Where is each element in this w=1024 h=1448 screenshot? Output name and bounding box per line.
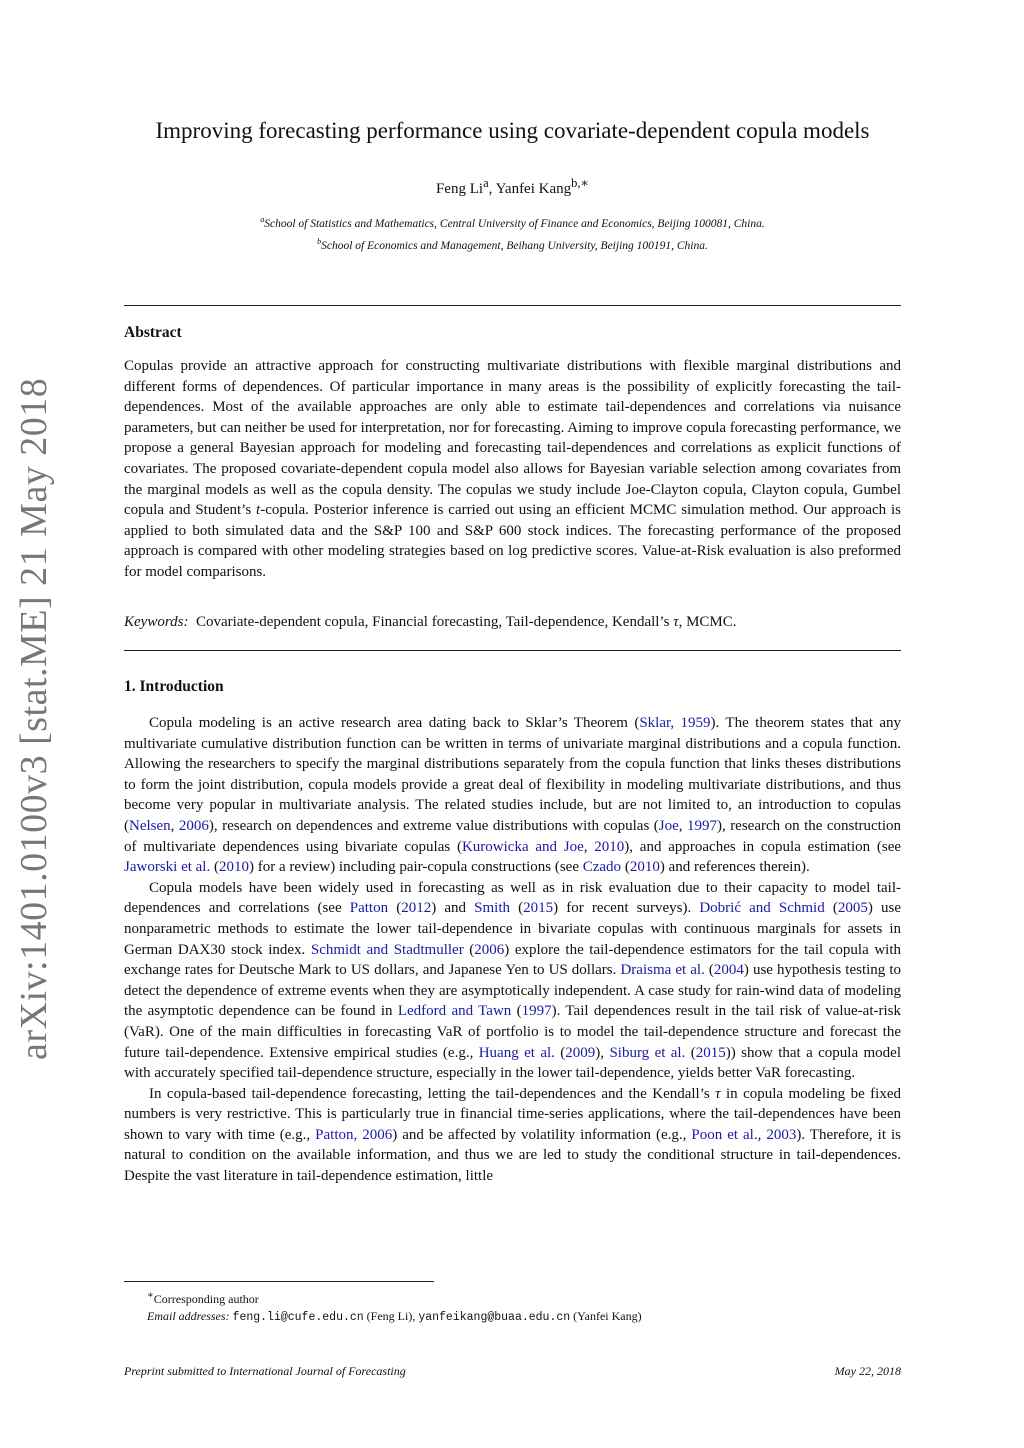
paragraph-text: ), research on dependences and extreme value distributions with copulas ( <box>208 817 659 834</box>
paragraph-text: ( <box>388 900 402 917</box>
paragraph-text: ), <box>595 1044 610 1061</box>
paragraph-text: , <box>678 817 687 834</box>
paragraph-text: ( <box>210 859 219 876</box>
affiliation-mark: b <box>317 236 322 246</box>
paragraph-text: In copula-based tail-dependence forecasting, letting the tail-dependences and the Kendall’s <box>149 1085 716 1102</box>
paragraph-text: ) and be affected by volatility information (e.g., <box>392 1126 692 1143</box>
author-name: Feng Li <box>435 181 484 197</box>
abstract-heading: Abstract <box>124 324 182 341</box>
citation-link[interactable]: 1997 <box>521 1003 552 1020</box>
math-symbol: τ <box>715 1085 721 1102</box>
paragraph-text: , <box>170 817 179 834</box>
citation-link[interactable]: 2015 <box>523 900 554 917</box>
citation-link[interactable]: 2012 <box>401 900 432 917</box>
paragraph-text: Copula models have been widely used in forecasting as well as in risk evaluation due to their capacity to model tail-dependences and correlations (see <box>124 879 901 917</box>
arxiv-identifier: arXiv:1401.0100v3 [stat.ME] 21 May 2018 <box>13 377 55 1060</box>
keywords-text: , MCMC. <box>678 614 737 630</box>
paragraph-text: in copula modeling be fixed numbers is very restrictive. This is particularly true in financial time-series applications, where the tail-dependences have been shown to vary with time (e.g., <box>124 1085 901 1143</box>
author-name: Yanfei Kang <box>495 181 572 197</box>
introduction-body <box>124 713 901 1187</box>
paragraph-text: ( <box>621 859 630 876</box>
citation-link[interactable]: Smith <box>474 900 510 917</box>
paragraph-text: ), and approaches in copula estimation (see <box>624 838 902 855</box>
preprint-date: May 22, 2018 <box>834 1364 901 1378</box>
citation-link[interactable]: Draisma et al. <box>620 962 705 979</box>
paragraph <box>124 713 901 878</box>
paragraph-text: ), research on the construction of multivariate dependences using bivariate copulas ( <box>124 817 902 855</box>
paragraph-text: )) show that a copula model with accurately specified tail-dependence structure, especially in the lower tail-dependence, yields better VaR forecasting. <box>124 1044 901 1082</box>
paragraph-text: ). Therefore, it is natural to condition on the available information, and thus we are led to study the conditional structure in tail-dependences. Despite the vast literature in tail-dependence estimation, little <box>124 1126 901 1185</box>
paragraph-text: ) and references therein). <box>659 859 810 876</box>
email-owner: (Feng Li), <box>363 1309 419 1323</box>
citation-link[interactable]: Ledford and Tawn <box>397 1003 512 1020</box>
paragraph-text: ). Tail dependences result in the tail risk of value-at-risk (VaR). One of the main difficulties in forecasting VaR of portfolio is to model the tail-dependence structure and forecast the future tail-dependence. Extensive empirical studies (e.g., <box>124 1003 902 1061</box>
footnote-text: Corresponding author <box>153 1292 259 1306</box>
citation-link[interactable]: Jaworski et al. <box>124 859 211 876</box>
email-owner: (Yanfei Kang) <box>570 1309 642 1323</box>
citation-link[interactable]: Patton <box>349 900 389 917</box>
abstract-part: Copulas provide an attractive approach for constructing multivariate distributions with flexible marginal distributions and different forms of dependences. Of particular importance in many areas is the possibility of explicitly forecasting the tail-dependences. Most of the available approaches are only able to estimate tail-dependences and correlations via nuisance parameters, but can neither be used for interpretation, nor for forecasting. Aiming to improve copula forecasting performance, we propose a general Bayesian approach for modeling and forecasting tail-dependences and correlations as explicit functions of covariates. The proposed covariate-dependent copula model also allows for Bayesian variable selection among covariates from the marginal models as well as the copula density. The copulas we study include Joe-Clayton copula, Clayton copula, Gumbel copula and Student’s <box>124 358 901 519</box>
divider <box>124 305 901 306</box>
citation-link[interactable]: 2003 <box>766 1126 797 1143</box>
paragraph-text: ) use nonparametric methods to estimate the lower tail-dependence in bivariate copulas with continuous marginals for assets in German DAX30 stock index. <box>124 900 901 958</box>
keywords-label: Keywords: <box>124 614 189 630</box>
affiliation-mark: a <box>260 215 265 224</box>
paragraph <box>124 1084 901 1187</box>
paragraph-text: ). The theorem states that any multivariate cumulative distribution function can be written in terms of univariate marginal distributions and a copula function. Allowing the researchers to specify the marginal distributions separately from the copula function that links theses distributions to form the joint distribution, copula models provide a great deal of flexibility in modeling multivariate distributions, and thus become very popular in multivariate analysis. The related studies include, but are not limited to, an introduction to copulas ( <box>124 715 901 834</box>
paragraph-text: ( <box>824 900 838 917</box>
footnote-divider <box>124 1281 434 1282</box>
divider <box>124 650 901 651</box>
affiliations <box>124 211 901 255</box>
citation-link[interactable]: 2006 <box>474 941 505 958</box>
citation-link[interactable]: Siburg et al. <box>609 1044 686 1061</box>
citation-link[interactable]: 2009 <box>565 1044 596 1061</box>
paragraph-text: Copula modeling is an active research area dating back to Sklar’s Theorem ( <box>149 715 640 731</box>
footnote-corresponding <box>147 1287 907 1308</box>
affiliation-text: School of Economics and Management, Beihang University, Beijing 100191, China. <box>321 239 708 252</box>
abstract-text <box>124 356 901 583</box>
affiliation-mark: b,∗ <box>571 176 590 190</box>
section-heading: 1. Introduction <box>124 678 224 695</box>
preprint-note: Preprint submitted to International Journal of Forecasting <box>124 1364 406 1378</box>
citation-link[interactable]: Huang et al. <box>478 1044 555 1061</box>
affiliation-a <box>124 211 901 233</box>
email-link[interactable]: yanfeikang@buaa.edu.cn <box>418 1311 571 1324</box>
footnote-emails <box>147 1308 907 1326</box>
paragraph-text: ( <box>554 1044 566 1061</box>
paragraph-text: ) explore the tail-dependence estimators for the tail copula with exchange rates for Deutsche Mark to US dollars, and Japanese Yen to US dollars. <box>124 941 902 979</box>
citation-link[interactable]: 2010 <box>594 838 625 855</box>
paragraph-text: ) and <box>431 900 475 917</box>
citation-link[interactable]: 2004 <box>713 962 744 979</box>
citation-link[interactable]: Kurowicka and Joe <box>461 838 584 855</box>
paragraph-text: , <box>583 838 595 855</box>
citation-link[interactable]: 2010 <box>218 859 249 876</box>
citation-link[interactable]: Joe <box>658 817 679 834</box>
citation-link[interactable]: 2005 <box>837 900 868 917</box>
paragraph-text: ( <box>685 1044 696 1061</box>
paragraph-text: ( <box>510 900 524 917</box>
paragraph-text: ) for recent surveys). <box>553 900 700 917</box>
paragraph <box>124 878 901 1084</box>
paragraph-text: ( <box>463 941 475 958</box>
citation-link[interactable]: 1997 <box>686 817 717 834</box>
paragraph-text: ) for a review) including pair-copula constructions (see <box>248 859 583 876</box>
citation-link[interactable]: 2010 <box>629 859 660 876</box>
footnote <box>147 1287 907 1326</box>
paragraph-text: ) use hypothesis testing to detect the dependence of extreme events when they are asymptotically independent. A case study for rain-wind data of modeling the asymptotic dependence can be found in <box>124 962 902 1020</box>
citation-link[interactable]: Sklar, 1959 <box>639 715 711 731</box>
paragraph-text: ( <box>511 1003 522 1020</box>
citation-link[interactable]: Czado <box>582 859 622 876</box>
author-separator: , <box>488 181 496 197</box>
paragraph-text: ( <box>704 962 714 979</box>
footnote-mark: ∗ <box>147 1290 154 1301</box>
author-list <box>124 175 901 198</box>
keywords-tau: τ <box>673 614 679 630</box>
citation-link[interactable]: Nelsen <box>129 817 171 834</box>
citation-link[interactable]: Patton, 2006 <box>315 1126 393 1143</box>
paper-title: Improving forecasting performance using covariate-dependent copula models <box>155 118 870 143</box>
citation-link[interactable]: Poon et al. <box>691 1126 758 1143</box>
citation-link[interactable]: 2015 <box>695 1044 726 1061</box>
abstract-italic: t <box>256 502 261 519</box>
affiliation-mark: a <box>483 176 489 190</box>
keywords <box>124 614 901 631</box>
citation-link[interactable]: 2006 <box>178 817 209 834</box>
abstract-part: -copula. Posterior inference is carried out using an efficient MCMC simulation method. Our approach is applied to both simulated data and the S&P 100 and S&P 600 stock indices. The forecasting performance of the proposed approach is compared with other modeling strategies based on log predictive scores. Value-at-Risk evaluation is also preformed for model comparisons. <box>124 502 901 580</box>
affiliation-text: School of Statistics and Mathematics, Central University of Finance and Economics, Beijing 100081, China. <box>264 217 765 230</box>
email-label: Email addresses: <box>147 1309 230 1323</box>
affiliation-b <box>124 233 901 255</box>
citation-link[interactable]: Schmidt and Stadtmuller <box>310 941 464 958</box>
citation-link[interactable]: Dobrić and Schmid <box>699 900 825 917</box>
keywords-text: Covariate-dependent copula, Financial forecasting, Tail-dependence, Kendall’s <box>195 614 674 630</box>
email-link[interactable]: feng.li@cufe.edu.cn <box>232 1311 364 1324</box>
paragraph-text: , <box>757 1126 767 1143</box>
